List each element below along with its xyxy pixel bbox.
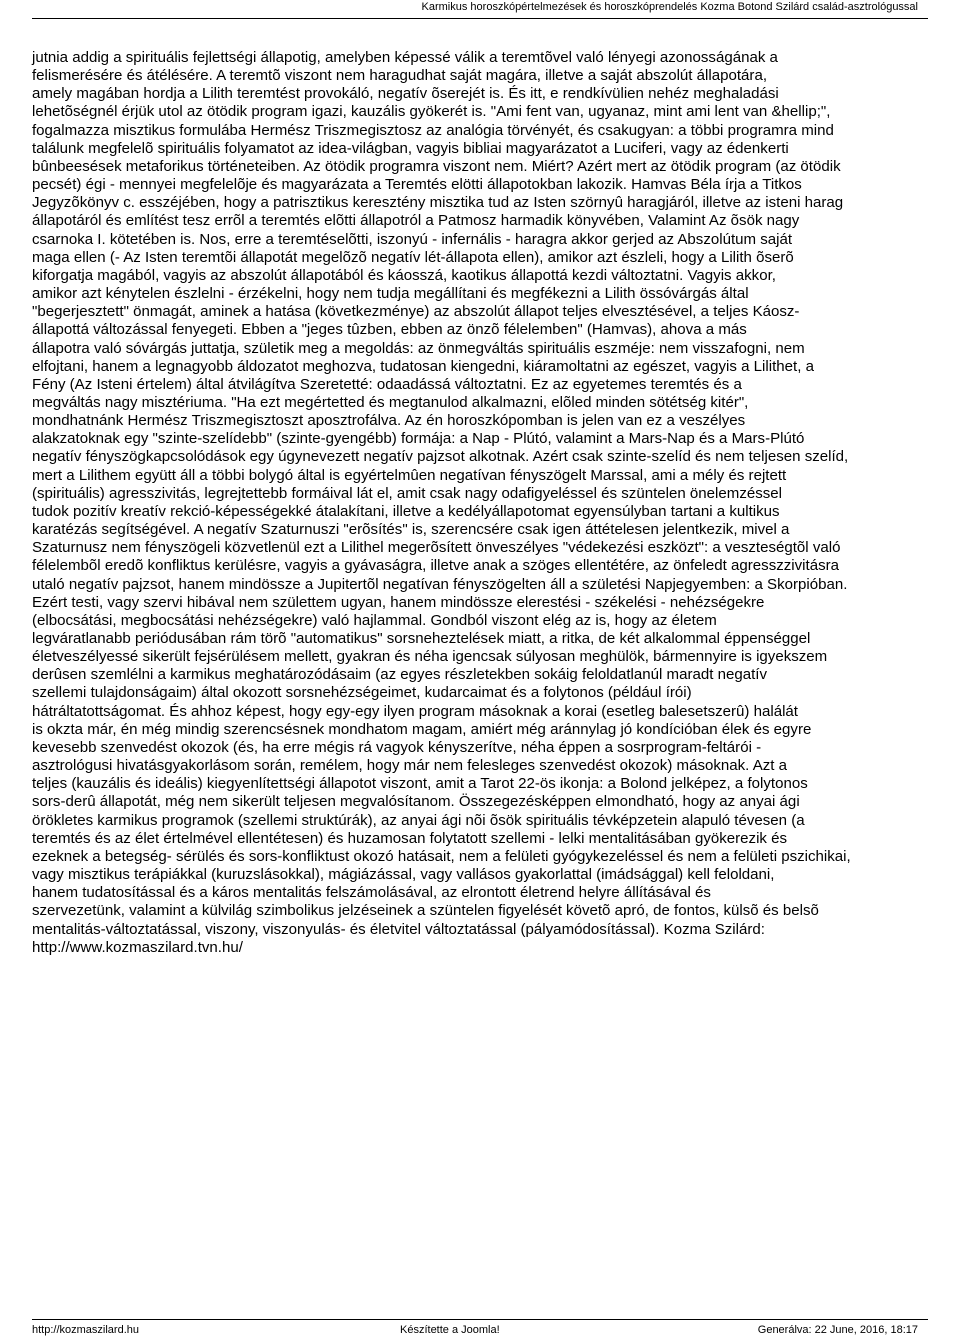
- article-line: is okzta már, én még mindig szerencsésnek mondhatom magam, amiért még aránnylag jó kondícióban élek és egyre: [32, 720, 812, 738]
- footer-divider: [32, 1319, 928, 1320]
- article-line: amikor azt kénytelen észlelni - érzékelni, hogy nem tudja megállítani és megfékezni a Lilith össóvárgás által: [32, 285, 749, 303]
- footer-made-with: Készítette a Joomla!: [400, 1324, 500, 1336]
- article-line: hátráltatottságomat. És ahhoz képest, hogy egy-egy ilyen program másoknak a korai (esetleg balesetszerû) halálát: [32, 702, 798, 720]
- article-line: tudok pozitív kreatív rekció-képességekké átalakítani, illetve a kedélyállapotomat egyensúlyban tartani a kultikus: [32, 502, 780, 520]
- article-line: jutnia addig a spirituális fejlettségi állapotig, amelyben képessé válik a teremtõvel való lényegi azonosságának a: [32, 49, 778, 66]
- article-line: karatézás segítségével. A negatív Szaturnuszi "erõsítés" is, szerencsére csak igen áttételesen jelentkezik, mivel a: [32, 521, 790, 539]
- article-line: negatív fényszögkapcsolódások egy úgynevezett negatív pajzsot alkotnak. Azért csak szinte-szelíd és nem teljesen szelíd,: [32, 448, 849, 466]
- article-line: derûsen szemlélni a karmikus meghatározódásaim (az egyes részletekben sokáig feloldatlanúl maradt negatív: [32, 666, 767, 684]
- article-line: Fény (Az Isteni értelem) által átvilágítva Szeretetté: odaadássá változtatni. Ez az egyetemes teremtés és a: [32, 375, 742, 393]
- article-line: kevesebb szenvedést okozok (és, ha erre mégis rá vagyok kényszerítve, néha éppen a sosrprogram-feltárói -: [32, 738, 762, 756]
- article-line: mondhatnánk Hermész Triszmegisztoszt aposztrofálva. Az én horoszkópomban is jelen van ez a veszélyes: [32, 412, 746, 430]
- article-body: [32, 49, 932, 957]
- article-line: (spirituális) agresszivitás, legrejtettebb formáival lát el, amit csak nagy odafigyeléssel és szüntelen önelemzéssel: [32, 484, 783, 502]
- article-line: teremtés és az élet értelmével ellentétesen) és huzamosan folytatott szellemi - lelki mentalitásában gyökerezik és: [32, 829, 788, 847]
- article-line: örökletes karmikus programok (szellemi struktúrák), az anyai ági nõi õsök spirituális tévképzetein alapuló tévesen (a: [32, 811, 805, 829]
- article-line: utaló negatív pajzsot, hanem mindössze a Jupitertõl negatívan fényszögelten áll a születési Napjegyemben: a Skorpióban.: [32, 575, 848, 593]
- article-line: teljes (kauzális és ideális) kiegyenlítettségi állapotot viszont, amit a Tarot 22-ös ikonja: a Bolond jelképez, a folytonos: [32, 775, 808, 793]
- header-divider: [32, 18, 928, 19]
- article-line: Ezért testi, vagy szervi hibával nem születtem ugyan, hanem mindössze elerestési - székelési - nehézségekre: [32, 593, 765, 611]
- article-line: elfojtani, hanem a legnagyobb áldozatot meghozva, tudatosan kiengedni, kiáramoltatni az egészet, vagyis a Lilithet, a: [32, 357, 814, 375]
- article-line: "begerjesztett" önmagát, aminek a hatása (következménye) az abszolút állapot teljes elvesztésével, a teljes Káosz-: [32, 303, 800, 321]
- article-line: amely magában hordja a Lilith teremtést provokáló, negatív õserejét is. És itt, e rendkívülien nehéz meghaladási: [32, 85, 779, 103]
- article-line: alakzatoknak egy "szinte-szelídebb" (szinte-gyengébb) formája: a Nap - Plútó, valamint a Mars-Nap és a Mars-Plútó: [32, 430, 805, 448]
- article-line: maga ellen (- Az Isten teremtõi állapotát megelõzõ negatív lét-állapota ellen), amikor azt észleli, hogy a Lilith õserõ: [32, 248, 794, 266]
- footer-generated-date: Generálva: 22 June, 2016, 18:17: [757, 1324, 918, 1336]
- footer-site-url[interactable]: http://kozmaszilard.hu: [32, 1324, 139, 1336]
- article-line: lehetõségnél érjük utol az ötödik program igazi, kauzális gyökerét is. "Ami fent van, ugyanaz, mint ami lent van &hellip;",: [32, 103, 831, 121]
- article-line: állapotáról és említést tesz errõl a teremtés elõtti állapotról a Patmosz harmadik könyvében, Valamint Az õsök nagy: [32, 212, 800, 230]
- article-line: szervezetünk, valamint a külvilág szimbolikus jelzéseinek a szüntelen figyelését követõ apró, de fontos, külsõ és belsõ: [32, 902, 819, 920]
- article-line: http://www.kozmaszilard.tvn.hu/: [32, 938, 243, 956]
- article-line: Szaturnusz nem fényszögeli közvetlenül ezt a Lilithel megerõsített önveszélyes "védekezési eszközt": a veszteségtõl való: [32, 539, 841, 557]
- article-line: megváltás nagy misztériuma. "Ha ezt megértetted és megtanulod alkalmazni, elõled minden sötétség kitér",: [32, 393, 749, 411]
- article-line: csarnoka I. kötetében is. Nos, erre a teremtéselõtti, iszonyú - infernális - haragra akkor gerjed az Abszolútum saját: [32, 230, 793, 248]
- article-line: találunk megfelelõ spirituális folyamatot az idea-világban, vagyis bibliai magyarázatot a Luciferi, vagy az édenkerti: [32, 139, 789, 157]
- article-line: állapottá változással fenyegeti. Ebben a "jeges tûzben, ebben az önzõ félelemben" (Hamvas), ahova a más: [32, 321, 747, 339]
- article-line: kiforgatja magából, vagyis az abszolút állapotából és káosszá, kaotikus állapottá kezdi változtatni. Vagyis akkor,: [32, 266, 776, 284]
- article-line: félelembõl eredõ konfliktus kerülésre, vagyis a gyávaságra, illetve anak a szöges ellentétére, az önfeledt agresszzivitásra: [32, 557, 839, 575]
- article-line: fogalmazza misztikus formulába Hermész Triszmegisztosz az analógia törvényét, és csakugyan: a többi programra mind: [32, 121, 834, 139]
- article-line: hanem tudatosítással és a káros mentalitás felszámolásával, az elrontott életrend helyre állításával és: [32, 884, 711, 902]
- article-line: mert a Lilithem együtt áll a többi bolygó által is egyértelmûen negatívan fényszögelt Marssal, ami a mély és rejtett: [32, 466, 787, 484]
- article-line: (elbocsátási, megbocsátási nehézségekre) való hajlammal. Gondból viszont elég az is, hogy az életem: [32, 611, 717, 629]
- article-line: szellemi tulajdonságaim) által okozott sorsnehézségeimet, kudarcaimat és a folytonos (például írói): [32, 684, 692, 702]
- article-line: állapotra való sóvárgás juttatja, születik meg a megoldás: az önmegváltás spirituális eszméje: nem visszafogni, nem: [32, 339, 805, 357]
- article-line: sors-derû állapotát, még nem sikerült teljesen megvalósítanom. Összegezésképpen elmondható, hogy az anyai ági: [32, 793, 800, 811]
- article-line: legváratlanabb periódusában rám törõ "automatikus" sorsneheztelések miatt, a ritka, de két alkalommal éppenséggel: [32, 630, 811, 647]
- article-line: vagy misztikus terápiákkal (kuruzslásokkal), mágiázással, vagy vallásos gyakorlattal (imádsággal) kell feloldani,: [32, 866, 775, 884]
- article-line: asztrológusi hivatásgyakorlásom során, remélem, hogy már nem felesleges szenvedést okozok) másoknak. Azt a: [32, 757, 788, 775]
- article-line: ezeknek a betegség- sérülés és sors-konfliktust okozó hatásait, nem a felületi gyógykezeléssel és nem a felületi pszichikai,: [32, 847, 851, 865]
- article-line: bûnbeesések metaforikus történeteiben. Az ötödik programra viszont nem. Miért? Azért mert az ötödik program (az ötödik: [32, 157, 841, 175]
- article-line: felismerésére és átélésére. A teremtõ viszont nem haragudhat saját magára, illetve a saját abszolút állapotára,: [32, 67, 768, 85]
- article-line: Jegyzõkönyv c. esszéjében, hogy a patrisztikus keresztény misztika tud az Isten szörnyû haragjáról, illetve az isteni harag: [32, 194, 844, 212]
- page-header-title: Karmikus horoszkópértelmezések és horoszkóprendelés Kozma Botond Szilárd család-asztrológussal: [421, 1, 918, 13]
- article-line: mentalitás-változtatással, viszony, viszonyulás- és életvitel változtatással (pályamódosítással). Kozma Szilárd:: [32, 920, 765, 938]
- article-line: pecsét) égi - mennyei megfelelõje és magyarázata a Teremtés elötti állapotokban lakozik. Hamvas Béla írja a Titkos: [32, 176, 802, 194]
- article-line: életveszélyessé sikerült fejsérülésem mellett, gyakran és néha igencsak súlyosan meghülök, bármennyire is igyekszem: [32, 648, 828, 666]
